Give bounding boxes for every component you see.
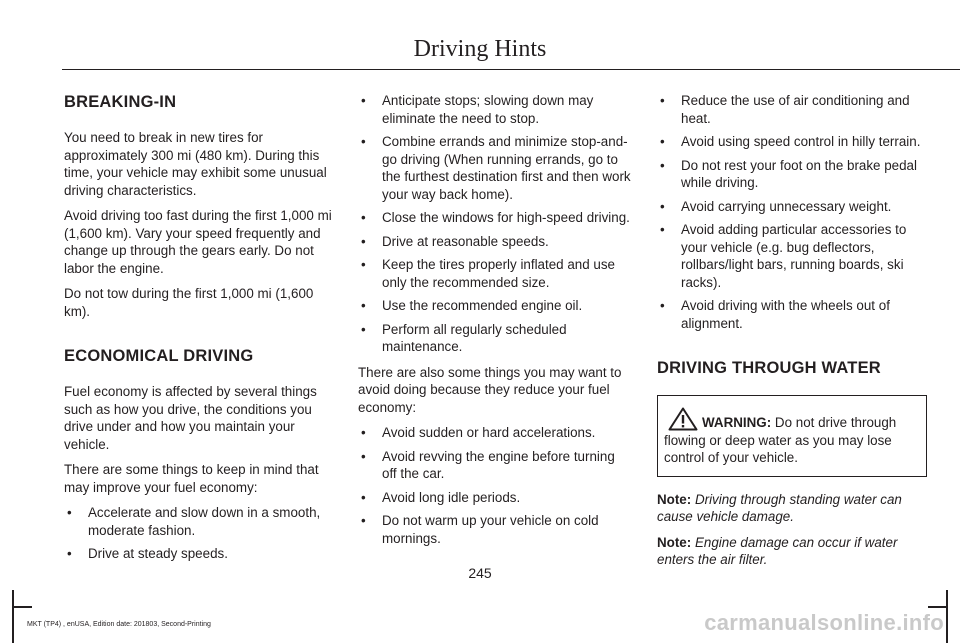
list-item: • Keep the tires properly inflated and use only the recommended size.: [358, 256, 632, 291]
crop-mark: [12, 590, 14, 643]
note-1: [657, 491, 927, 526]
column-2: [358, 92, 632, 555]
warning-triangle-icon: [668, 407, 698, 431]
list-item: • Reduce the use of air conditioning and heat.: [657, 92, 927, 127]
breaking-in-heading: BREAKING-IN: [64, 93, 177, 111]
page-title: Driving Hints: [413, 36, 547, 62]
breaking-in-paragraph-1: You need to break in new tires for approximately 300 mi (480 km). During this time, your vehicle may exhibit some unusual driving characteristics.: [64, 130, 327, 198]
warning-label: WARNING:: [702, 415, 772, 430]
breaking-in-paragraph-2: Avoid driving too fast during the first 1,000 mi (1,600 km). Vary your speed frequently and change up through the gears early. Do not labor the engine.: [64, 208, 332, 276]
list-item: • Do not rest your foot on the brake pedal while driving.: [657, 157, 927, 192]
note-text: Driving through standing water can cause vehicle damage.: [657, 491, 902, 524]
edition-footer: MKT (TP4) , enUSA, Edition date: 201803, Second-Printing: [27, 621, 211, 628]
list-item: • Accelerate and slow down in a smooth, moderate fashion.: [64, 504, 336, 539]
warning-text: Do not drive through flowing or deep water as you may lose control of your vehicle.: [664, 415, 897, 465]
list-item: • Avoid driving with the wheels out of alignment.: [657, 297, 927, 332]
warning-box: [657, 395, 927, 477]
avoid-list-continued: [657, 92, 927, 332]
crop-mark: [12, 606, 32, 608]
note-label: Note:: [657, 491, 692, 507]
improve-list-continued: [358, 92, 632, 356]
note-2: [657, 534, 927, 569]
breaking-in-paragraph-3: Do not tow during the first 1,000 mi (1,600 km).: [64, 286, 314, 319]
avoid-list: [358, 424, 632, 547]
column-1: [64, 92, 336, 571]
economical-driving-heading: ECONOMICAL DRIVING: [64, 347, 254, 365]
driving-through-water-heading: DRIVING THROUGH WATER: [657, 359, 881, 377]
list-item: • Combine errands and minimize stop-and-go driving (When running errands, go to the furthest destination first and then work your way back home).: [358, 133, 632, 203]
list-item: • Avoid using speed control in hilly terrain.: [657, 133, 927, 151]
list-item: • Avoid sudden or hard accelerations.: [358, 424, 632, 442]
list-item: • Anticipate stops; slowing down may eliminate the need to stop.: [358, 92, 632, 127]
note-label: Note:: [657, 534, 692, 550]
list-item: • Avoid carrying unnecessary weight.: [657, 198, 927, 216]
list-item: • Close the windows for high-speed driving.: [358, 209, 632, 227]
page-number: 245: [468, 565, 492, 581]
improve-list: [64, 504, 336, 563]
economical-paragraph-2: There are some things to keep in mind that may improve your fuel economy:: [64, 462, 319, 495]
list-item: • Avoid long idle periods.: [358, 489, 632, 507]
list-item: • Do not warm up your vehicle on cold mornings.: [358, 512, 632, 547]
list-item: • Drive at steady speeds.: [64, 545, 336, 563]
note-text: Engine damage can occur if water enters the air filter.: [657, 534, 898, 567]
list-item: • Drive at reasonable speeds.: [358, 233, 632, 251]
list-item: • Use the recommended engine oil.: [358, 297, 632, 315]
economical-paragraph-1: Fuel economy is affected by several things such as how you drive, the conditions you drive under and how you maintain your vehicle.: [64, 384, 317, 452]
crop-mark: [946, 590, 948, 643]
list-item: • Perform all regularly scheduled maintenance.: [358, 321, 632, 356]
watermark: carmanualsonline.info: [704, 610, 944, 635]
economical-paragraph-3: There are also some things you may want to avoid doing because they reduce your fuel economy:: [358, 364, 622, 415]
crop-mark: [928, 606, 946, 608]
list-item: • Avoid adding particular accessories to your vehicle (e.g. bug deflectors, rollbars/light bars, running boards, ski racks).: [657, 221, 927, 291]
title-divider: [62, 69, 960, 70]
column-3: [657, 92, 927, 577]
list-item: • Avoid revving the engine before turning off the car.: [358, 448, 632, 483]
